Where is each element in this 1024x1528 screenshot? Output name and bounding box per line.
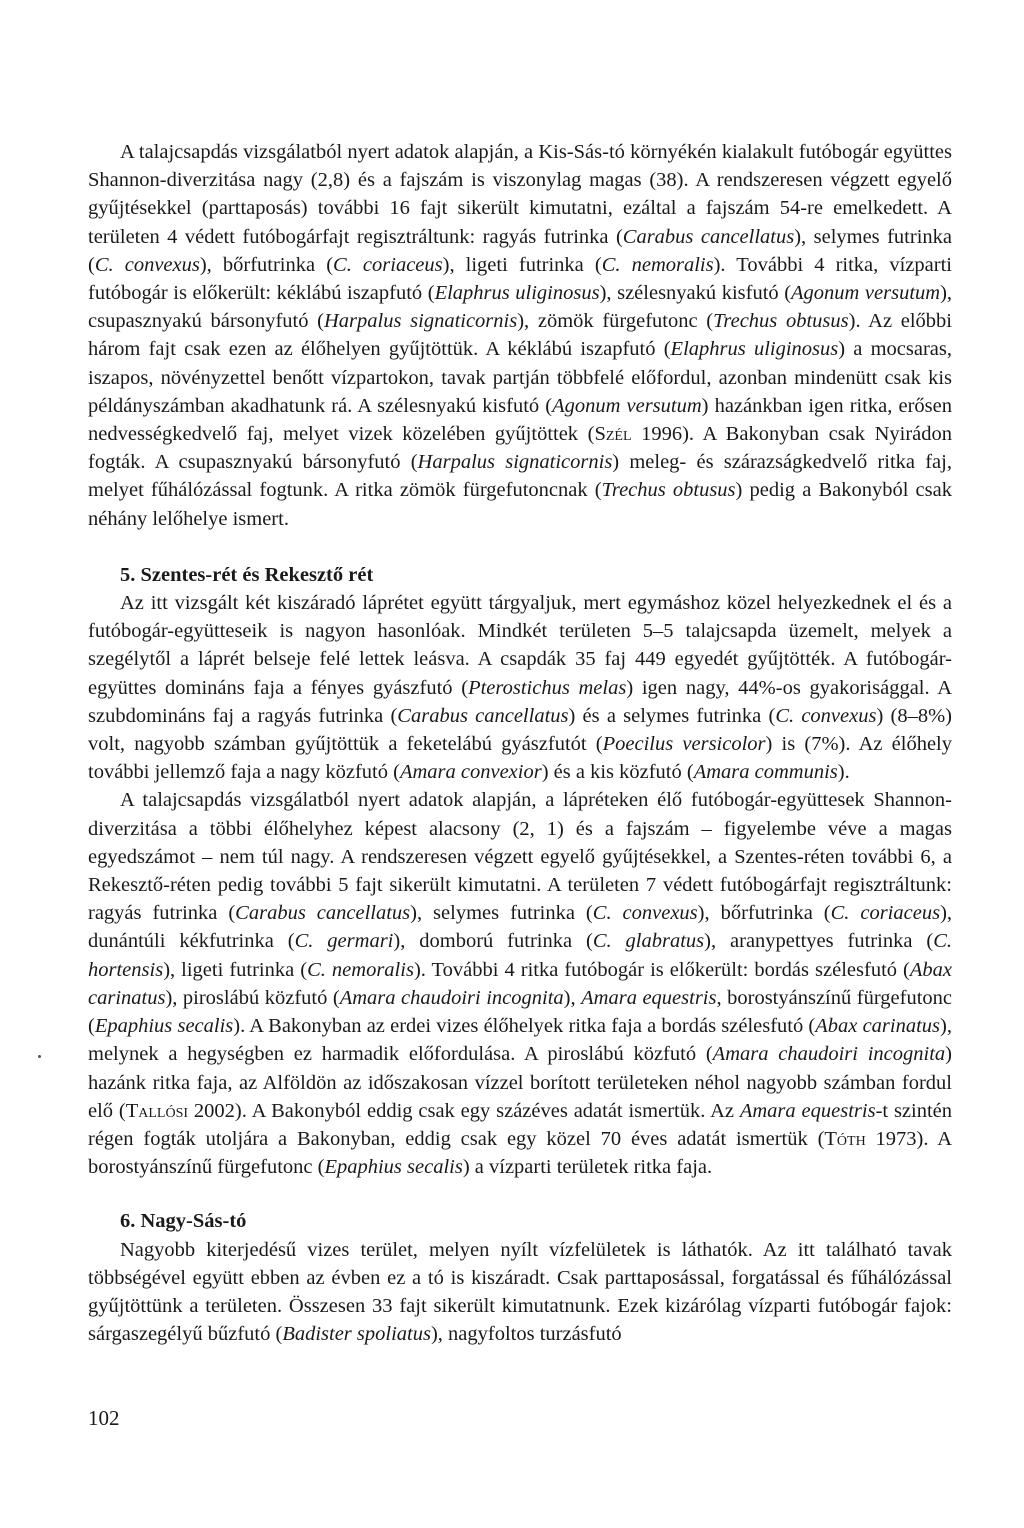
page-number: 102 bbox=[88, 1406, 120, 1430]
scan-speck bbox=[38, 1055, 41, 1058]
species-name: C. convexus bbox=[592, 902, 698, 925]
species-name: Carabus cancellatus bbox=[235, 902, 411, 925]
species-name: Carabus cancellatus bbox=[622, 225, 795, 248]
species-name: C. nemoralis bbox=[601, 253, 714, 276]
author-citation: Tóth bbox=[824, 1127, 866, 1150]
species-name: Harpalus signaticornis bbox=[417, 451, 613, 474]
species-name: Amara communis bbox=[693, 761, 838, 784]
species-name: Poecilus versicolor bbox=[602, 733, 766, 756]
species-name: C. nemoralis bbox=[307, 958, 414, 981]
species-name: Amara equestris bbox=[739, 1099, 876, 1122]
species-name: Elaphrus uliginosus bbox=[670, 338, 839, 361]
species-name: Pterostichus melas bbox=[468, 676, 627, 699]
species-name: Amara convexior bbox=[399, 761, 542, 784]
paragraph-nagy-sas-to: Nagyobb kiterjedésű vizes terület, melyen nyílt vízfelületek is láthatók. Az itt található tavak többségével együtt ebben az évben ez a tó is kiszáradt. Csak parttaposással, forgatással és fűhálózással gyűjtöttünk a területen. Összesen 33 fajt sikerült kimutatnunk. Ezek kizárólag vízparti futóbogár fajok: sárgaszegélyű bűzfutó (Badister spoliatus), nagyfoltos turzásfutó bbox=[88, 1238, 952, 1346]
species-name: Amara chaudoiri incognita bbox=[712, 1043, 946, 1066]
species-name: Amara equestris bbox=[581, 986, 717, 1009]
species-name: Trechus obtusus bbox=[713, 310, 849, 333]
species-name: Abax carinatus bbox=[815, 1015, 941, 1038]
species-name: Abax carinatus bbox=[88, 958, 952, 1009]
section-heading-nagy-sas-to: 6. Nagy-Sás-tó bbox=[120, 1210, 247, 1233]
species-name: C. coriaceus bbox=[333, 253, 443, 276]
species-name: C. convexus bbox=[94, 253, 200, 276]
species-name: C. glabratus bbox=[592, 930, 705, 953]
species-name: Epaphius secalis bbox=[94, 1015, 234, 1038]
paragraph-szentes-ret-diversity: A talajcsapdás vizsgálatból nyert adatok alapján, a lápréteken élő futóbogár-együttesek Shannon-diverzitása a többi élőhelyhez képest alacsony (2, 1) és a fajszám – figyelembe véve a magas egyedszámot – nem túl nagy. A rendszeresen végzett egyelő gyűjtésekkel, a Szentes-réten további 6, a Rekesztő-réten pedig további 5 fajt sikerült kimutatni. A területen 7 védett futóbogárfajt regisztráltunk: ragyás futrinka (Carabus cancellatus), selymes futrinka (C. convexus), bőrfutrinka (C. coriaceus), dunántúli kékfutrinka (C. germari), domború futrinka (C. glabratus), aranypettyes futrinka (C. hortensis), ligeti futrinka (C. nemoralis). További 4 ritka futóbogár is előkerült: bordás szélesfutó (Abax carinatus), piroslábú közfutó (Amara chaudoiri incognita), Amara equestris, borostyánszínű fürgefutonc (Epaphius secalis). A Bakonyban az erdei vizes élőhelyek ritka faja a bordás szélesfutó (Abax carinatus), melynek a hegységben ez harmadik előfordulása. A piroslábú közfutó (Amara chaudoiri incognita) hazánk ritka faja, az Alföldön az időszakosan vízzel borított területeken néhol nagyobb számban fordul elő (Tallósi 2002). A Bakonyból eddig csak egy százéves adatát ismertük. Az Amara equestris-t szintén régen fogták utoljára a Bakonyban, eddig csak egy közel 70 éves adatát ismertük (Tóth 1973). A borostyánszínű fürgefutonc (Epaphius secalis) a vízparti területek ritka faja. bbox=[88, 789, 953, 1179]
species-name: C. hortensis bbox=[88, 930, 952, 981]
species-name: Harpalus signaticornis bbox=[324, 310, 518, 333]
species-name: Agonum versutum bbox=[791, 282, 941, 305]
paragraph-kis-sas-to: A talajcsapdás vizsgálatból nyert adatok alapján, a Kis-Sás-tó környékén kialakult futóbogár együttes Shannon-diverzitása nagy (2,8) és a fajszám is viszonylag magas (38). A rendszeresen végzett egyelő gyűjtésekkel (parttaposás) további 16 fajt sikerült kimutatni, ezáltal a fajszám 54-re emelkedett. A területen 4 védett futóbogárfajt regisztráltunk: ragyás futrinka (Carabus cancellatus), selymes futrinka (C. convexus), bőrfutrinka (C. coriaceus), ligeti futrinka (C. nemoralis). További 4 ritka, vízparti futóbogár is előkerült: kéklábú iszapfutó (Elaphrus uliginosus), szélesnyakú kisfutó (Agonum versutum), csupasznyakú bársonyfutó (Harpalus signaticornis), zömök fürgefutonc (Trechus obtusus). Az előbbi három fajt csak ezen az élőhelyen gyűjtöttük. A kéklábú iszapfutó (Elaphrus uliginosus) a mocsaras, iszapos, növényzettel benőtt vízpartokon, tavak partján többfelé előfordul, azonban mindenütt csak kis példányszámban akadhatunk rá. A szélesnyakú kisfutó (Agonum versutum) hazánkban igen ritka, erősen nedvességkedvelő faj, melyet vizek közelében gyűjtöttek (Szél 1996). A Bakonyban csak Nyirádon fogták. A csupasznyakú bársonyfutó (Harpalus signaticornis) meleg- és szárazságkedvelő ritka faj, melyet fűhálózással fogtunk. A ritka zömök fürgefutoncnak (Trechus obtusus) pedig a Bakonyból csak néhány lelőhelye ismert. bbox=[88, 141, 953, 530]
species-name: C. germari bbox=[294, 930, 394, 953]
author-citation: Szél bbox=[594, 423, 632, 446]
species-name: Badister spoliatus bbox=[282, 1323, 431, 1346]
species-name: Carabus cancellatus bbox=[397, 704, 569, 727]
paragraph-szentes-ret-intro: Az itt vizsgált két kiszáradó láprétet együtt tárgyaljuk, mert egymáshoz közel helyezkednek el és a futóbogár-együtteseik is nagyon hasonlóak. Mindkét területen 5–5 talajcsapda üzemelt, melyek a szegélytől a láprét belseje felé lettek leásva. A csapdák 35 faj 449 egyedét gyűjtötték. A futóbogár-együttes domináns faja a fényes gyászfutó (Pterostichus melas) igen nagy, 44%-os gyakorisággal. A szubdomináns faj a ragyás futrinka (Carabus cancellatus) és a selymes futrinka (C. convexus) (8–8%) volt, nagyobb számban gyűjtöttük a feketelábú gyászfutót (Poecilus versicolor) is (7%). Az élőhely további jellemző faja a nagy közfutó (Amara convexior) és a kis közfutó (Amara communis). bbox=[88, 592, 952, 784]
author-citation: Tallósi bbox=[125, 1099, 189, 1122]
section-heading-szentes-ret: 5. Szentes-rét és Rekesztő rét bbox=[120, 563, 374, 586]
species-name: Elaphrus uliginosus bbox=[434, 282, 600, 305]
species-name: C. coriaceus bbox=[830, 902, 941, 925]
body-text bbox=[88, 138, 952, 1348]
species-name: Agonum versutum bbox=[552, 394, 702, 417]
species-name: Trechus obtusus bbox=[601, 479, 736, 502]
species-name: Epaphius secalis bbox=[324, 1156, 463, 1179]
species-name: C. convexus bbox=[775, 704, 877, 727]
species-name: Amara chaudoiri incognita bbox=[339, 986, 564, 1009]
